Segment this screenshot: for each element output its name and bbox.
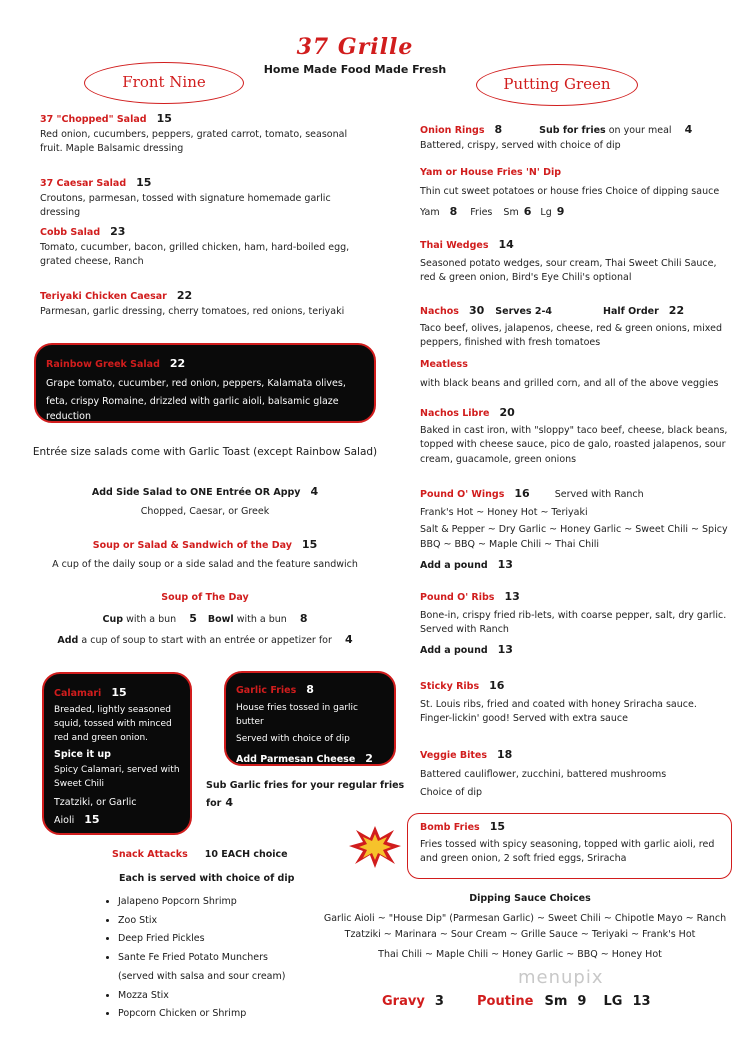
side-salad-sub: Chopped, Caesar, or Greek xyxy=(140,505,270,517)
item-name: Snack Attacks xyxy=(112,849,188,860)
poutine xyxy=(477,992,651,1012)
item-name: Poutine xyxy=(477,994,534,1009)
item-price: 20 xyxy=(499,406,515,419)
item-name: Pound O' Ribs xyxy=(420,592,495,603)
add-price: 13 xyxy=(497,643,513,657)
add-text: Add a pound xyxy=(420,645,488,657)
snack-attacks-header xyxy=(112,848,382,863)
list-item: • Mozza Stix xyxy=(118,989,390,1004)
add-price: 4 xyxy=(344,633,353,647)
yam-sizes xyxy=(420,203,720,221)
nachos-libre xyxy=(420,404,730,468)
thai-wedges xyxy=(420,236,730,286)
pound-wings xyxy=(420,485,730,574)
cup-label: Cup xyxy=(102,613,124,625)
dipping-title: Dipping Sauce Choices xyxy=(469,893,591,904)
explosion-icon xyxy=(349,826,401,868)
lg-price: 9 xyxy=(556,205,565,219)
item-desc: Fries tossed with spicy seasoning, topped with garlic aioli, red and green onion, 2 soft fried eggs, Sriracha xyxy=(420,838,715,865)
dips-text: Tzatziki, or Garlic Aioli xyxy=(54,797,137,827)
item-desc: Croutons, parmesan, tossed with signature homemade garlic dressing xyxy=(40,192,331,219)
item-desc: Tomato, cucumber, bacon, grilled chicken, ham, hard-boiled egg, grated cheese, Ranch xyxy=(40,241,350,268)
side-salad-price: 4 xyxy=(310,485,319,498)
item-price: 16 xyxy=(514,487,530,500)
item-name: Rainbow Greek Salad xyxy=(46,359,160,370)
item-desc: with black beans and grilled corn, and all of the above veggies xyxy=(420,377,719,389)
item-price: 3 xyxy=(434,994,444,1009)
add-price: 13 xyxy=(497,557,513,571)
item-price: 8 xyxy=(306,683,314,696)
item-desc: Red onion, cucumbers, peppers, grated carrot, tomato, seasonal fruit. Maple Balsamic dressing xyxy=(40,128,348,155)
item-price: 18 xyxy=(497,748,513,761)
item-desc: Seasoned potato wedges, sour cream, Thai Sweet Chili Sauce, red & green onion, Bird's Eye Chili's optional xyxy=(420,257,717,284)
meatless xyxy=(420,358,730,391)
restaurant-title: 37 Grille xyxy=(296,34,414,60)
item-price: 22 xyxy=(176,289,193,302)
item-desc: Served with choice of dip xyxy=(236,733,350,744)
item-name: Pound O' Wings xyxy=(420,489,505,500)
nachos-serves: Serves 2-4 xyxy=(495,306,553,317)
item-desc: A cup of the daily soup or a side salad and the feature sandwich xyxy=(52,558,358,570)
half-order-label: Half Order xyxy=(603,306,659,317)
bomb-fries-box xyxy=(407,813,732,879)
item-price: 15 xyxy=(111,686,127,699)
lg-label: LG xyxy=(603,994,623,1009)
yam-label: Yam xyxy=(420,207,440,219)
side-salad-text: Add Side Salad to ONE Entrée OR Appy xyxy=(91,487,301,498)
item-price: 15 xyxy=(489,820,506,833)
item-name: Onion Rings xyxy=(420,125,485,136)
item-desc: Grape tomato, cucumber, red onion, peppers, Kalamata olives, xyxy=(46,377,346,389)
bowl-text: with a bun xyxy=(236,613,287,625)
item-name: Cobb Salad xyxy=(40,227,101,238)
item-desc: Battered, crispy, served with choice of dip xyxy=(420,139,621,151)
cup-price: 5 xyxy=(189,611,197,625)
add-label: Add xyxy=(57,635,79,647)
sub-garlic xyxy=(206,779,411,811)
soup-sizes xyxy=(0,610,410,628)
item-price: 30 xyxy=(468,304,485,317)
dips-price: 15 xyxy=(84,813,100,827)
soup-add xyxy=(0,631,410,649)
item-price: 15 xyxy=(156,112,172,125)
item-desc: Bone-in, crispy fried rib-lets, with coarse pepper, salt, dry garlic. Served with Ranch xyxy=(420,609,727,636)
item-desc: Parmesan, garlic dressing, cherry tomatoes, red onions, teriyaki xyxy=(40,305,345,317)
sub-fries-label: Sub for fries xyxy=(539,125,606,136)
bowl-label: Bowl xyxy=(207,613,234,625)
sm-label: Sm xyxy=(544,994,568,1009)
sub-garlic-price: 4 xyxy=(225,795,234,809)
onion-rings xyxy=(420,121,720,153)
item-name: Yam or House Fries 'N' Dip xyxy=(420,167,562,178)
list-item: • Sante Fe Fried Potato Munchers xyxy=(118,951,390,966)
item-name: Calamari xyxy=(54,688,102,699)
item-name: Meatless xyxy=(420,359,468,370)
item-name: Nachos Libre xyxy=(420,408,490,419)
item-name: Veggie Bites xyxy=(420,750,488,761)
item-price: 22 xyxy=(169,357,186,370)
sm-price: 6 xyxy=(523,205,532,219)
pound-ribs xyxy=(420,588,730,659)
bowl-price: 8 xyxy=(299,611,308,625)
wings-add xyxy=(420,556,730,574)
item-name: Gravy xyxy=(382,994,425,1009)
add-text: Add a pound xyxy=(420,559,488,571)
snack-price: 10 EACH choice xyxy=(204,849,288,860)
lg-label: Lg xyxy=(540,207,552,219)
parmesan-add xyxy=(236,750,384,768)
sub-garlic-text: Sub Garlic fries for your regular fries for xyxy=(206,780,405,809)
gravy xyxy=(382,992,444,1012)
watermark: menupix xyxy=(518,967,604,988)
soup-of-day xyxy=(0,591,410,649)
salad-chopped xyxy=(40,110,360,157)
lg-price: 13 xyxy=(632,994,651,1009)
dipping-line-1: Garlic Aioli ~ "House Dip" (Parmesan Garlic) ~ Sweet Chili ~ Chipotle Mayo ~ Ranch xyxy=(323,913,727,924)
item-name: Thai Wedges xyxy=(420,240,489,251)
item-desc: Breaded, lightly seasoned squid, tossed with minced red and green onion. xyxy=(54,704,172,743)
side-salad xyxy=(0,483,410,519)
salad-teriyaki xyxy=(40,287,360,319)
spice-label: Spice it up xyxy=(54,748,111,760)
item-name: Soup or Salad & Sandwich of the Day xyxy=(92,540,292,551)
list-item: (served with salsa and sour cream) xyxy=(118,970,286,982)
item-name: 37 "Chopped" Salad xyxy=(40,114,147,125)
item-price: 15 xyxy=(136,176,152,189)
soup-sandwich xyxy=(0,536,410,572)
add-text: a cup of soup to start with an entrée or appetizer for xyxy=(81,635,332,647)
list-item: • Deep Fried Pickles xyxy=(118,932,390,947)
yam-fries xyxy=(420,166,720,221)
item-name: 37 Caesar Salad xyxy=(40,178,127,189)
snack-sub: Each is served with choice of dip xyxy=(119,873,295,884)
putting-green-title: Putting Green xyxy=(476,64,638,106)
spice-desc: Spicy Calamari, served with Sweet Chili xyxy=(54,765,180,790)
item-name: Bomb Fries xyxy=(420,822,480,833)
fries-label: Fries xyxy=(470,207,493,219)
rainbow-salad-box xyxy=(34,343,376,423)
sub-fries-text: on your meal xyxy=(608,125,672,136)
item-desc: St. Louis ribs, fried and coated with honey Sriracha sauce. Finger-lickin' good! Served with extra sauce xyxy=(420,698,697,725)
calamari-dips xyxy=(54,796,180,829)
item-price: 8 xyxy=(494,123,503,136)
item-desc: Taco beef, olives, jalapenos, cheese, red & green onions, mixed peppers, finished with fresh tomatoes xyxy=(420,322,723,349)
nachos xyxy=(420,302,730,351)
tagline: Home Made Food Made Fresh xyxy=(263,63,447,76)
list-item: • Popcorn Chicken or Shrimp xyxy=(118,1007,390,1022)
item-price: 13 xyxy=(504,590,520,603)
dipping-line-2: Tzatziki ~ Marinara ~ Sour Cream ~ Grille Sauce ~ Teriyaki ~ Frank's Hot xyxy=(344,929,696,940)
calamari-box xyxy=(42,672,192,835)
sub-fries-price: 4 xyxy=(684,123,693,136)
yam-price: 8 xyxy=(449,205,458,219)
garlic-fries-box xyxy=(224,671,396,766)
item-price: 23 xyxy=(110,225,126,238)
item-name: Sticky Ribs xyxy=(420,681,480,692)
item-name: Soup of The Day xyxy=(161,592,249,603)
item-name: Nachos xyxy=(420,306,459,317)
item-price: 15 xyxy=(301,538,318,551)
sm-price: 9 xyxy=(577,994,587,1009)
dipping-line-3: Thai Chili ~ Maple Chili ~ Honey Garlic ~ BBQ ~ Honey Hot xyxy=(378,949,662,960)
wings-flavors-2: Salt & Pepper ~ Dry Garlic ~ Honey Garlic ~ Sweet Chili ~ Spicy BBQ ~ BBQ ~ Maple Chili ~ Thai Chili xyxy=(420,524,728,551)
wings-served: Served with Ranch xyxy=(554,489,644,500)
item-price: 14 xyxy=(498,238,514,251)
item-name: Garlic Fries xyxy=(236,685,297,696)
item-desc: Thin cut sweet potatoes or house fries Choice of dipping sauce xyxy=(420,185,720,197)
parmesan-text: Add Parmesan Cheese xyxy=(236,753,356,765)
item-desc: feta, crispy Romaine, drizzled with garlic aioli, balsamic glaze reduction xyxy=(46,396,339,423)
ribs-add xyxy=(420,641,730,659)
item-desc: Choice of dip xyxy=(420,787,483,799)
sm-label: Sm xyxy=(503,207,519,219)
wings-flavors-1: Frank's Hot ~ Honey Hot ~ Teriyaki xyxy=(420,506,588,518)
item-desc: House fries tossed in garlic butter xyxy=(236,702,358,727)
front-nine-title: Front Nine xyxy=(84,62,244,104)
half-order-price: 22 xyxy=(668,304,685,317)
entree-note: Entrée size salads come with Garlic Toast (except Rainbow Salad) xyxy=(32,446,378,458)
parmesan-price: 2 xyxy=(365,751,373,765)
salad-caesar xyxy=(40,174,360,221)
salad-cobb xyxy=(40,223,360,270)
item-desc: Battered cauliflower, zucchini, battered mushrooms xyxy=(420,768,667,780)
cup-text: with a bun xyxy=(126,613,177,625)
list-item: • Zoo Stix xyxy=(118,914,390,929)
list-item: • Jalapeno Popcorn Shrimp xyxy=(118,895,390,910)
item-price: 16 xyxy=(489,679,505,692)
sticky-ribs xyxy=(420,677,730,727)
item-name: Teriyaki Chicken Caesar xyxy=(40,291,167,302)
item-desc: Baked in cast iron, with "sloppy" taco beef, cheese, black beans, topped with cheese sauce, pico de galo, roasted jalapenos, sour cream, guacamole, green onions xyxy=(420,424,728,466)
veggie-bites xyxy=(420,746,730,801)
